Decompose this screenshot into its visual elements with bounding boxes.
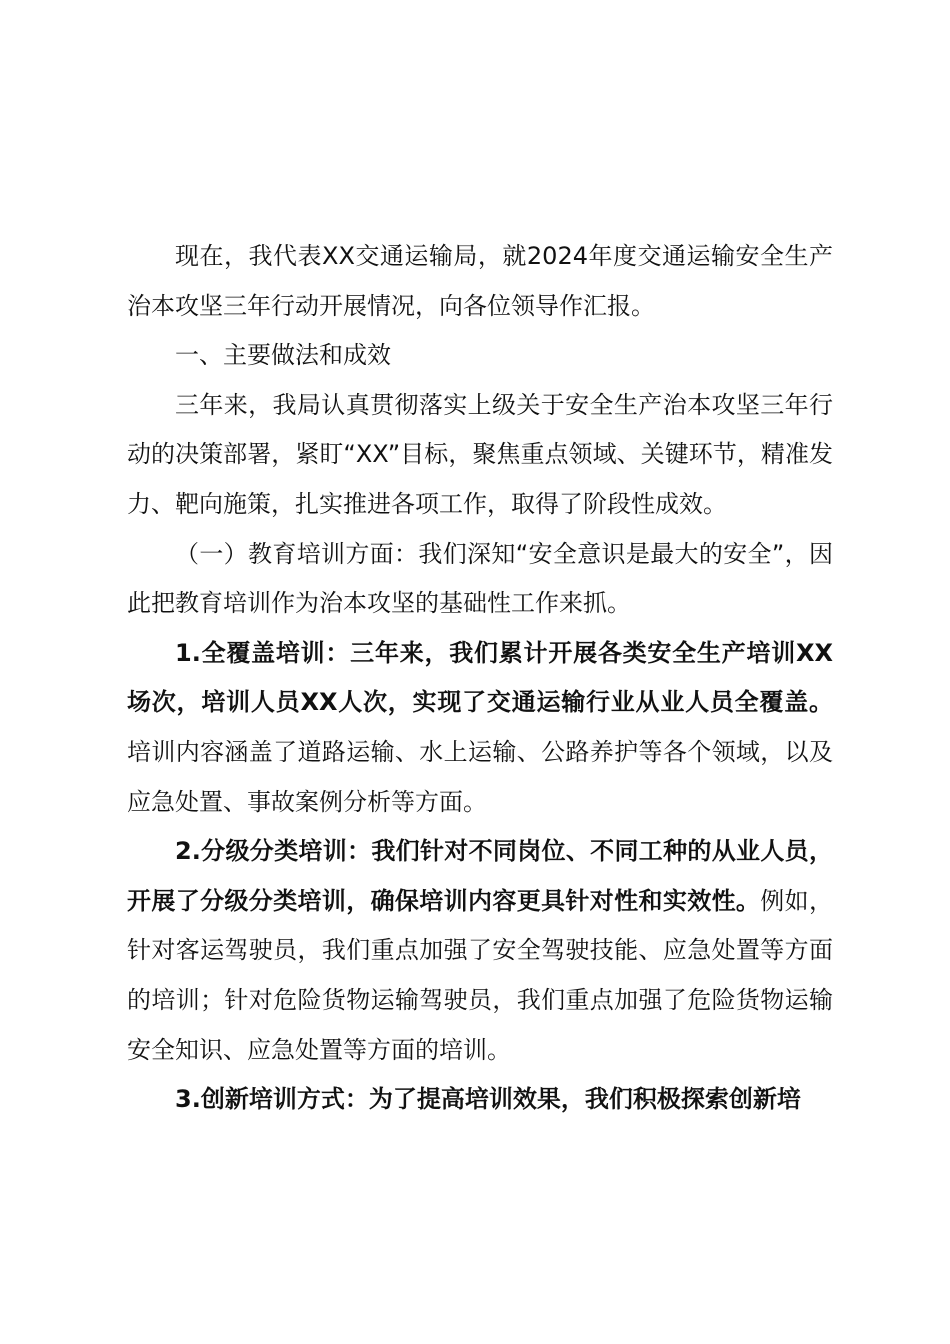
list-item bbox=[127, 629, 833, 827]
list-item-lead: 2.分级分类培训：我们针对不同岗位、不同工种的从业人员，开展了分级分类培训，确保培训内容更具针对性和实效性。 bbox=[127, 837, 833, 915]
list-item bbox=[127, 827, 833, 1075]
list-item-lead: 3.创新培训方式：为了提高培训效果，我们积极探索创新培 bbox=[175, 1085, 801, 1114]
list-item-body: 培训内容涵盖了道路运输、水上运输、公路养护等各个领域，以及应急处置、事故案例分析等方面。 bbox=[127, 737, 833, 816]
section-heading: 一、主要做法和成效 bbox=[175, 341, 391, 370]
list-item-lead: 1.全覆盖培训：三年来，我们累计开展各类安全生产培训XX场次，培训人员XX人次，实现了交通运输行业从业人员全覆盖。 bbox=[127, 638, 833, 717]
subsection-paragraph: （一）教育培训方面：我们深知“安全意识是最大的安全”，因此把教育培训作为治本攻坚的基础性工作来抓。 bbox=[127, 539, 833, 618]
list-item bbox=[127, 1075, 833, 1125]
intro-paragraph: 现在，我代表XX交通运输局，就2024年度交通运输安全生产治本攻坚三年行动开展情况，向各位领导作汇报。 bbox=[127, 242, 833, 320]
document-body bbox=[127, 232, 833, 1125]
summary-paragraph: 三年来，我局认真贯彻落实上级关于安全生产治本攻坚三年行动的决策部署，紧盯“XX”目标，聚焦重点领域、关键环节，精准发力、靶向施策，扎实推进各项工作，取得了阶段性成效。 bbox=[127, 390, 833, 518]
list-item-body: 例如，针对客运驾驶员，我们重点加强了安全驾驶技能、应急处置等方面的培训；针对危险货物运输驾驶员，我们重点加强了危险货物运输安全知识、应急处置等方面的培训。 bbox=[127, 886, 834, 1064]
